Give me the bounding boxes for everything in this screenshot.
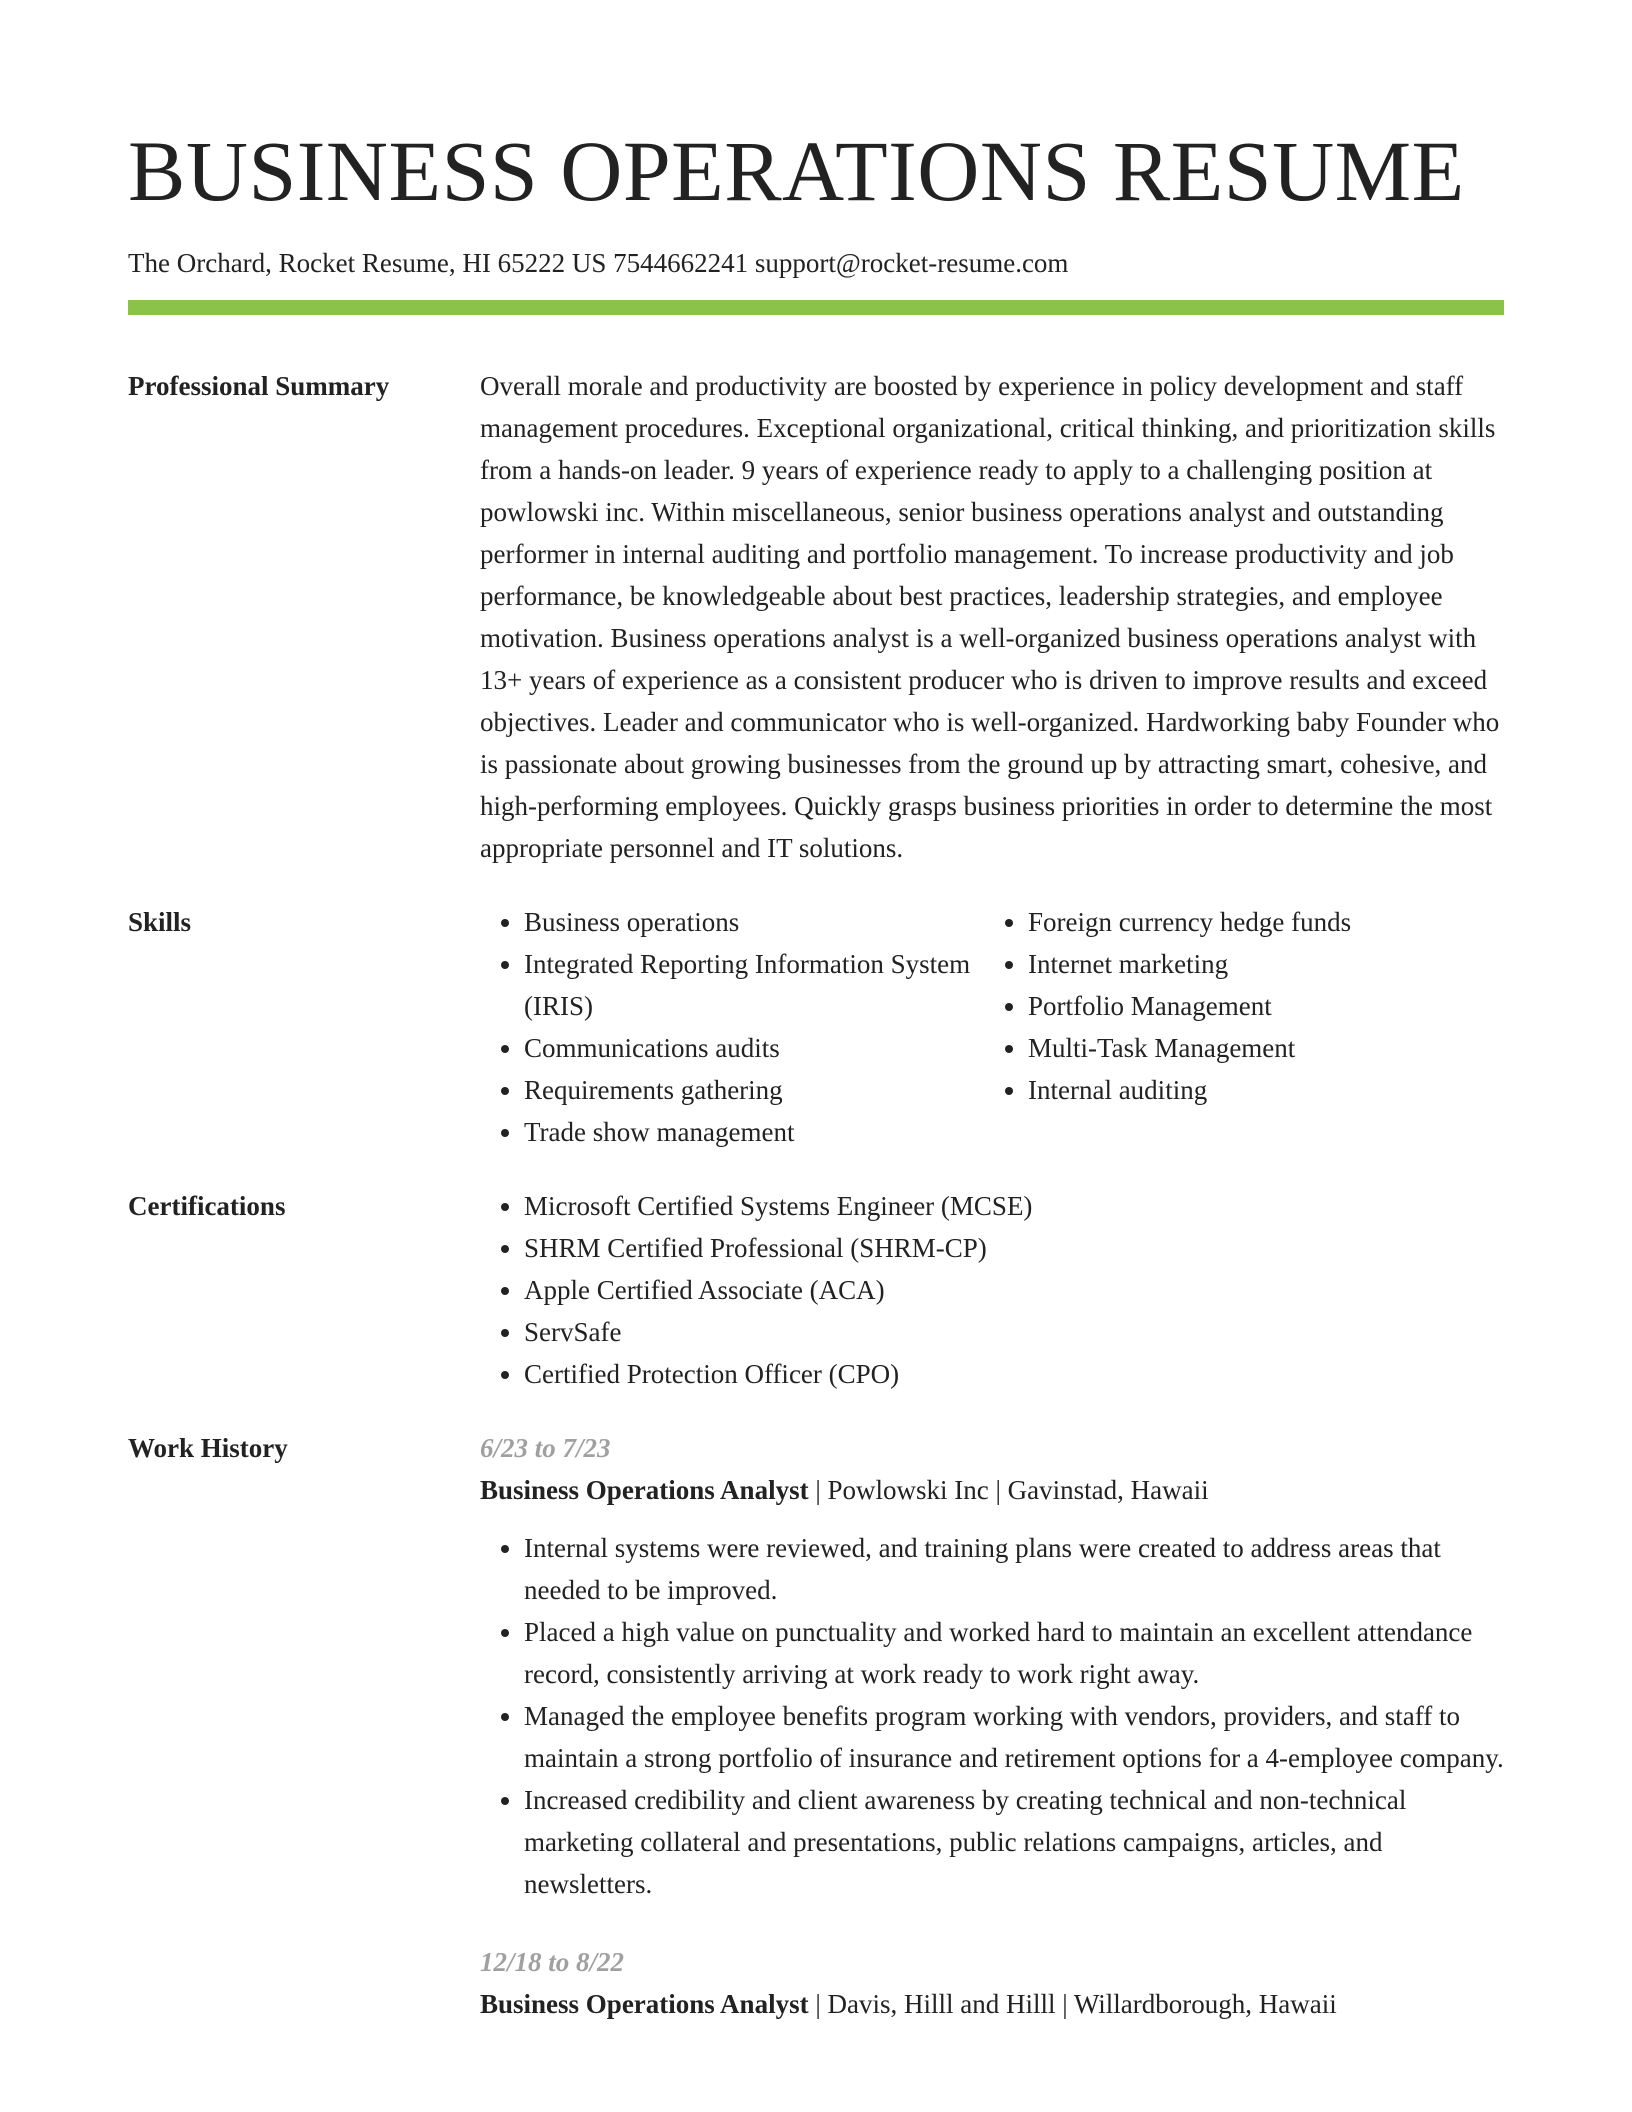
certification-item: • Apple Certified Associate (ACA) — [524, 1269, 1504, 1311]
contact-line — [128, 246, 1504, 280]
certifications-section — [128, 1185, 1504, 1395]
job-entry — [480, 1427, 1504, 1905]
contact-address: The Orchard, Rocket Resume, HI 65222 US — [128, 248, 607, 278]
contact-email: support@rocket-resume.com — [754, 248, 1069, 278]
skill-item: • Requirements gathering — [524, 1069, 976, 1111]
job-bullet: • Placed a high value on punctuality and worked hard to maintain an excellent attendance record, consistently arriving at work ready to work right away. — [524, 1611, 1504, 1695]
work-history-section — [128, 1427, 1504, 2025]
skill-item: • Multi-Task Management — [1028, 1027, 1496, 1069]
job-dates: 12/18 to 8/22 — [480, 1947, 625, 1977]
skill-item: • Portfolio Management — [1028, 985, 1496, 1027]
skills-section — [128, 901, 1504, 1153]
skill-item: • Communications audits — [524, 1027, 976, 1069]
job-company-location: | Davis, Hilll and Hilll | Willardborough, Hawaii — [815, 1989, 1337, 2019]
summary-section — [128, 365, 1504, 869]
certification-item: • ServSafe — [524, 1311, 1504, 1353]
job-bullet: • Managed the employee benefits program working with vendors, providers, and staff to maintain a strong portfolio of insurance and retirement options for a 4-employee company. — [524, 1695, 1504, 1779]
skill-item: • Foreign currency hedge funds — [1028, 901, 1496, 943]
skill-item: • Internal auditing — [1028, 1069, 1496, 1111]
job-bullet: • Internal systems were reviewed, and training plans were created to address areas that needed to be improved. — [524, 1527, 1504, 1611]
certification-item: • Microsoft Certified Systems Engineer (MCSE) — [524, 1185, 1504, 1227]
certifications-list — [480, 1185, 1504, 1395]
page-title: BUSINESS OPERATIONS RESUME — [128, 123, 1465, 219]
job-heading — [480, 1983, 1504, 2025]
certification-item: • Certified Protection Officer (CPO) — [524, 1353, 1504, 1395]
header-divider — [128, 300, 1504, 315]
skill-item: • Trade show management — [524, 1111, 976, 1153]
job-heading — [480, 1469, 1504, 1511]
job-dates: 6/23 to 7/23 — [480, 1433, 611, 1463]
summary-heading: Professional Summary — [128, 371, 390, 401]
summary-text: Overall morale and productivity are boosted by experience in policy development and staff management procedures. Exceptional organizational, critical thinking, and prioritization skills from a hands-on leader. 9 years of experience ready to apply to a challenging position at powlowski inc. Within miscellaneous, senior business operations analyst and outstanding performer in internal auditing and portfolio management. To increase productivity and job performance, be knowledgeable about best practices, leadership strategies, and employee motivation. Business operations analyst is a well-organized business operations analyst with 13+ years of experience as a consistent producer who is driven to improve results and exceed objectives. Leader and communicator who is well-organized. Hardworking baby Founder who is passionate about growing businesses from the ground up by attracting smart, cohesive, and high-performing employees. Quickly grasps business priorities in order to determine the most appropriate personnel and IT solutions. — [480, 371, 1500, 863]
job-entry — [480, 1941, 1504, 2025]
contact-phone: 7544662241 — [613, 248, 749, 278]
job-title: Business Operations Analyst — [480, 1475, 809, 1505]
job-company-location: | Powlowski Inc | Gavinstad, Hawaii — [815, 1475, 1209, 1505]
certifications-heading: Certifications — [128, 1191, 286, 1221]
skill-item: • Integrated Reporting Information System (IRIS) — [524, 943, 976, 1027]
certification-item: • SHRM Certified Professional (SHRM-CP) — [524, 1227, 1504, 1269]
skill-item: • Internet marketing — [1028, 943, 1496, 985]
skills-list-left — [480, 901, 984, 1153]
job-title: Business Operations Analyst — [480, 1989, 809, 2019]
job-bullet: • Increased credibility and client awareness by creating technical and non-technical marketing collateral and presentations, public relations campaigns, articles, and newsletters. — [524, 1779, 1504, 1905]
skills-heading: Skills — [128, 907, 192, 937]
work-history-heading: Work History — [128, 1433, 288, 1463]
skills-list-right — [984, 901, 1504, 1153]
job-bullets — [480, 1527, 1504, 1905]
skill-item: • Business operations — [524, 901, 976, 943]
